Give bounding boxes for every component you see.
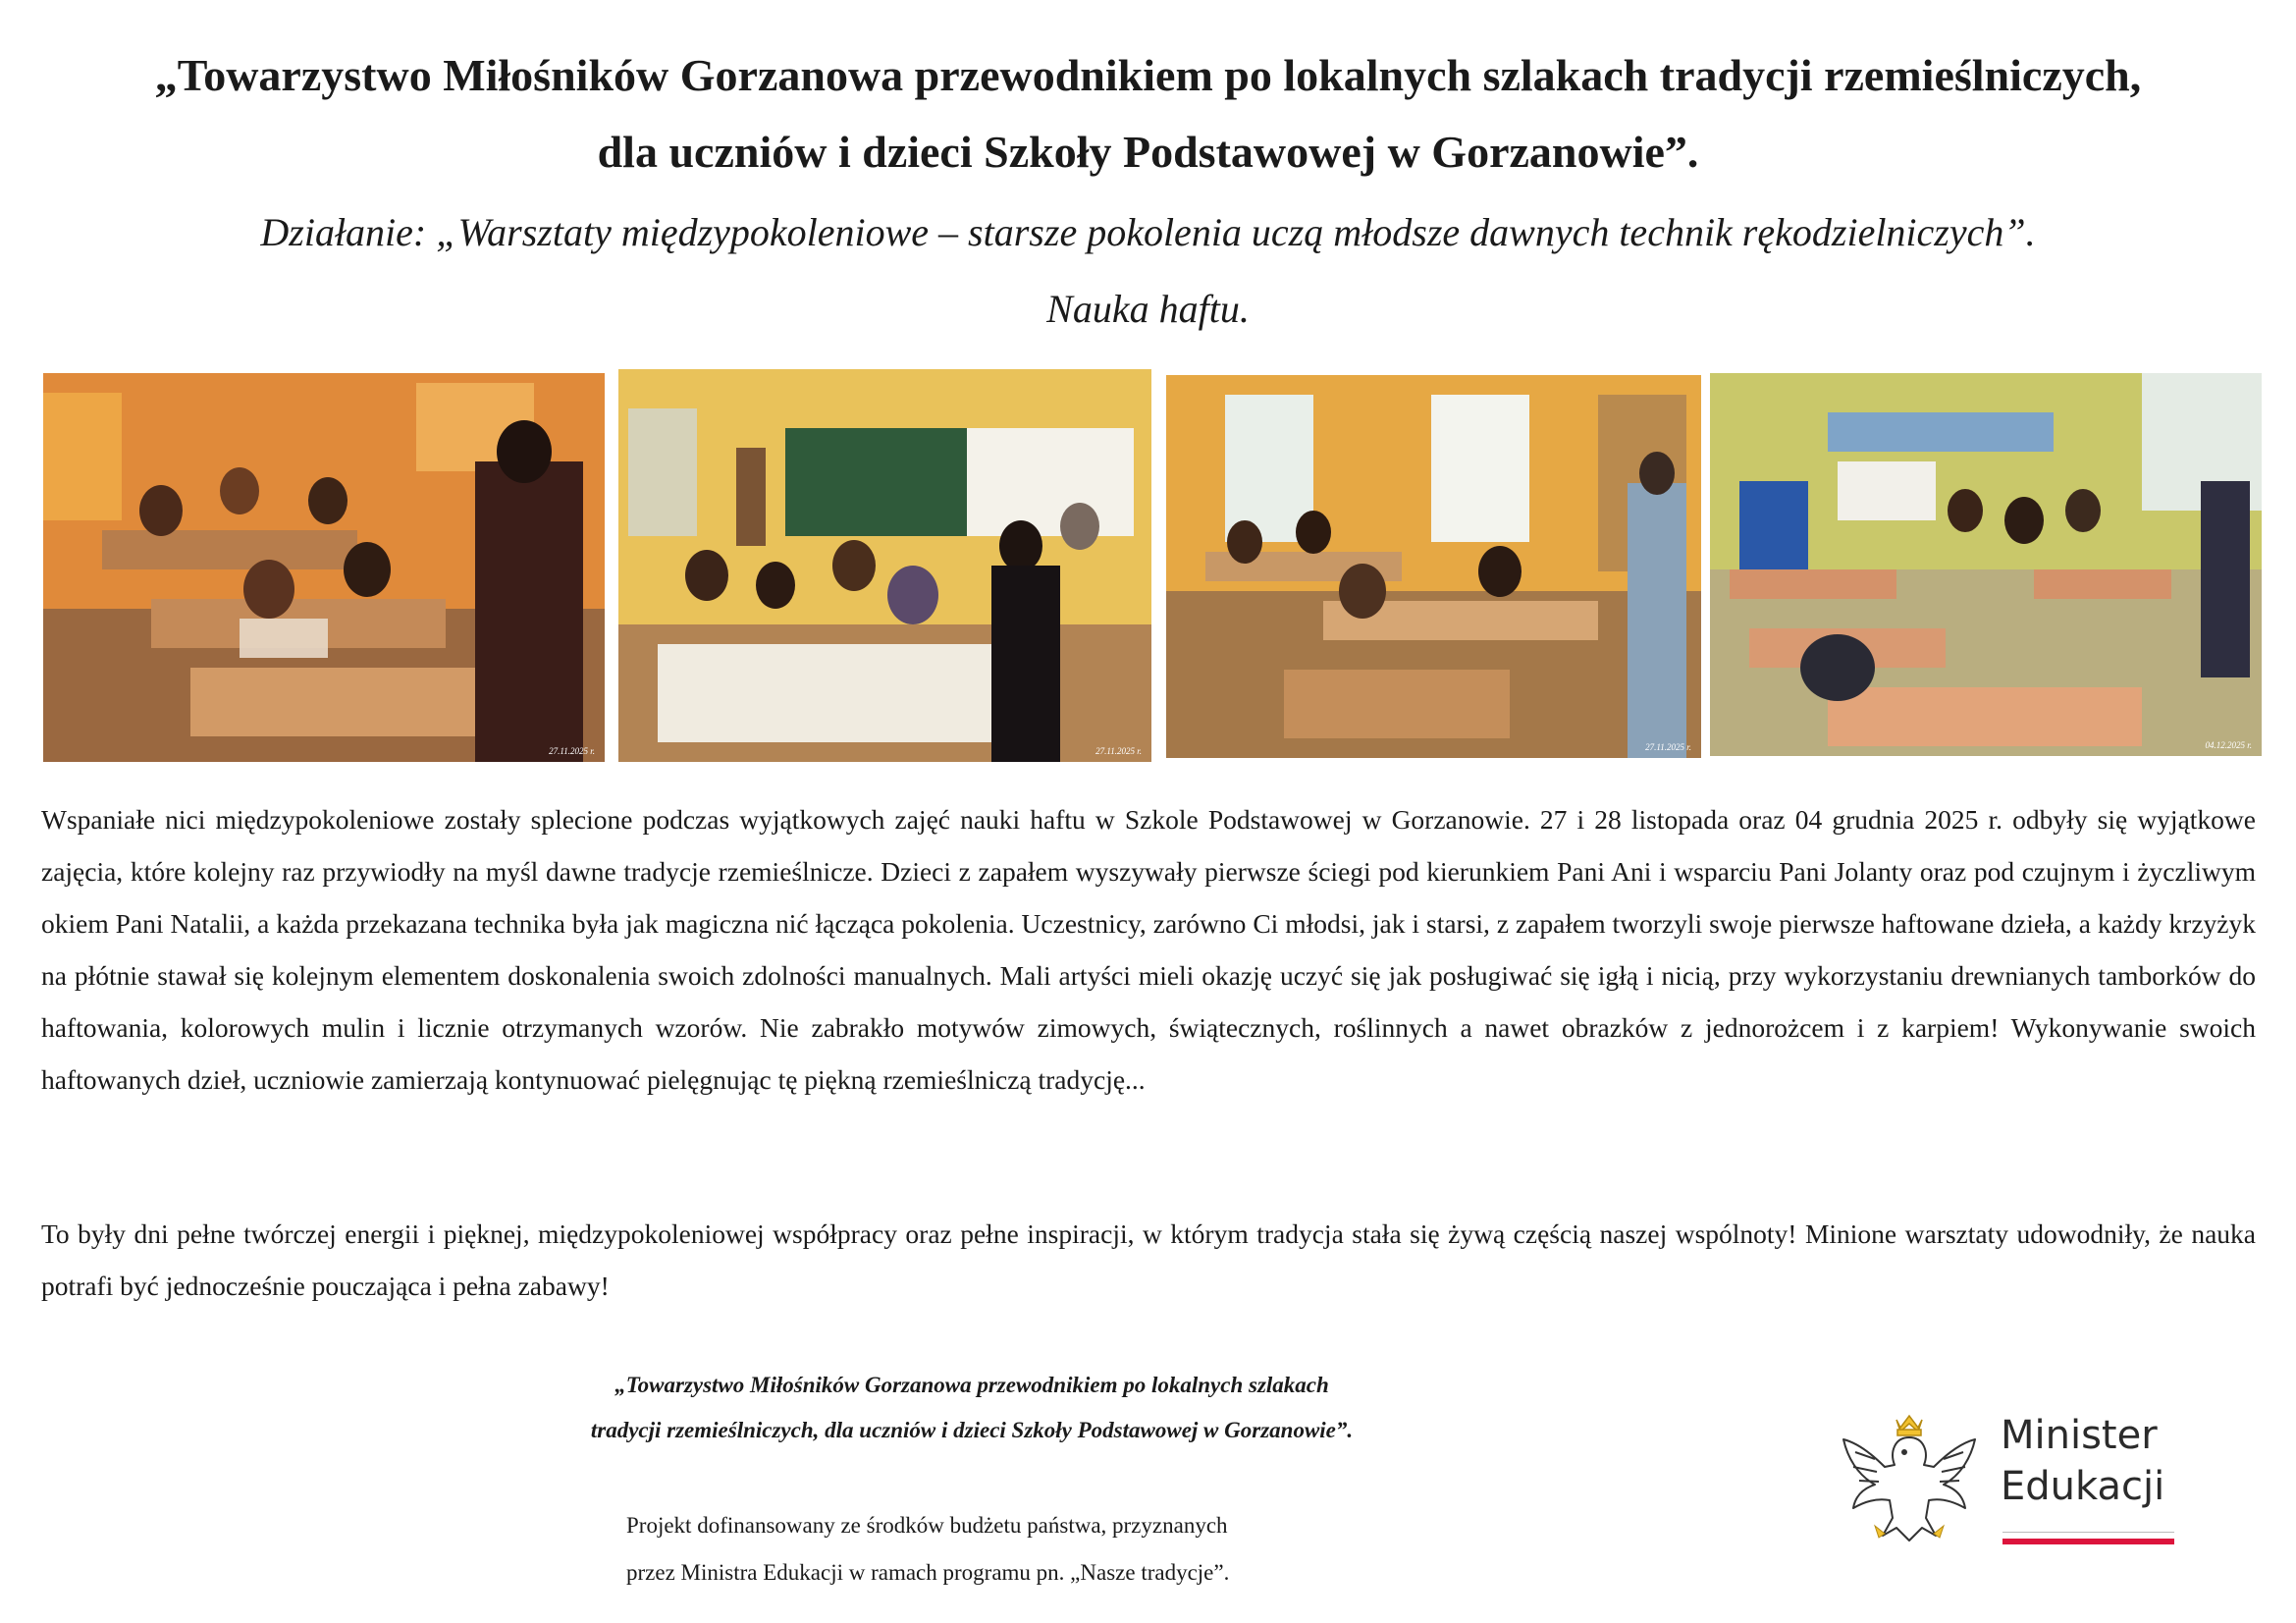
logo-wordmark (2001, 1410, 2197, 1512)
article-paragraph-2: To były dni pełne twórczej energii i pięknej, międzypokoleniowej współpracy oraz pełne inspiracji, w którym tradycja stała się żywą częścią naszej wspólnoty! Minione warsztaty udowodniły, że nauka potrafi być jednocześnie pouczająca i pełna zabawy! (41, 1218, 2256, 1301)
embroidery-workshop-photo-3 (1166, 375, 1701, 758)
photo-2-date: 27.11.2025 r. (1095, 746, 1142, 756)
embroidery-workshop-photo-2 (618, 369, 1151, 762)
photo-3-date: 27.11.2025 r. (1645, 742, 1691, 752)
flag-bar-white (2002, 1532, 2174, 1539)
embroidery-workshop-photo-4 (1710, 373, 2262, 756)
logo-line-2: Edukacji (2001, 1464, 2165, 1509)
title-line-1: „Towarzystwo Miłośników Gorzanowa przewodnikiem po lokalnych szlakach tradycji rzemieślniczych, (154, 50, 2142, 100)
funding-line-2: przez Ministra Edukacji w ramach programu pn. „Nasze tradycje”. (626, 1560, 1230, 1585)
minister-edukacji-logo (1836, 1398, 2189, 1560)
funding-note (626, 1502, 1412, 1596)
funding-line-1: Projekt dofinansowany ze środków budżetu państwa, przyznanych (626, 1513, 1228, 1538)
project-line-2: tradycji rzemieślniczych, dla uczniów i dzieci Szkoły Podstawowej w Gorzanowie”. (590, 1418, 1354, 1442)
project-line-1: „Towarzystwo Miłośników Gorzanowa przewodnikiem po lokalnych szlakach (614, 1373, 1329, 1397)
photo-4-date: 04.12.2025 r. (2205, 740, 2252, 750)
project-title-footer (393, 1363, 1551, 1453)
photo-4-image (1710, 373, 2262, 756)
photo-3-image (1166, 375, 1701, 758)
photo-strip (0, 0, 2296, 785)
logo-line-1: Minister (2001, 1413, 2158, 1458)
subtitle-line-2: Nauka haftu. (1046, 287, 1250, 331)
article-paragraph-1: Wspaniałe nici międzypokoleniowe zostały splecione podczas wyjątkowych zajęć nauki haftu w Szkole Podstawowej w Gorzanowie. 27 i 28 listopada oraz 04 grudnia 2025 r. odbyły się wyjątkowe zajęcia, które kolejny raz przywiodły na myśl dawne tradycje rzemieślnicze. Dzieci z zapałem wyszywały pierwsze ściegi pod kierunkiem Pani Ani i wsparciu Pani Jolanty oraz pod czujnym i życzliwym okiem Pani Natalii, a każda przekazana technika była jak magiczna nić łącząca pokolenia. Uczestnicy, zarówno Ci młodsi, jak i starsi, z zapałem tworzyli swoje pierwsze haftowane dzieła, a każdy krzyżyk na płótnie stawał się kolejnym elementem doskonalenia swoich zdolności manualnych. Mali artyści mieli okazję uczyć się jak posługiwać się igłą i nicią, przy wykorzystaniu drewnianych tamborków do haftowania, kolorowych mulin i licznie otrzymanych wzorów. Nie zabrakło motywów zimowych, świątecznych, roślinnych a nawet obrazków z jednorożcem i z karpiem! Wykonywanie swoich haftowanych dzieł, uczniowie zamierzają kontynuować pielęgnując tę piękną rzemieślniczą tradycję... (41, 804, 2256, 1095)
subtitle-line-1: Działanie: „Warsztaty międzypokoleniowe – starsze pokolenia uczą młodsze dawnych technik rękodzielniczych”. (260, 210, 2036, 254)
photo-1-date: 27.11.2025 r. (549, 746, 595, 756)
photo-1-image (43, 373, 605, 762)
flag-bar-red (2002, 1539, 2174, 1544)
embroidery-workshop-photo-1 (43, 373, 605, 762)
white-eagle-emblem-icon (1836, 1398, 1983, 1545)
photo-2-image (618, 369, 1151, 762)
title-line-2: dla uczniów i dzieci Szkoły Podstawowej w Gorzanowie”. (597, 127, 1699, 177)
